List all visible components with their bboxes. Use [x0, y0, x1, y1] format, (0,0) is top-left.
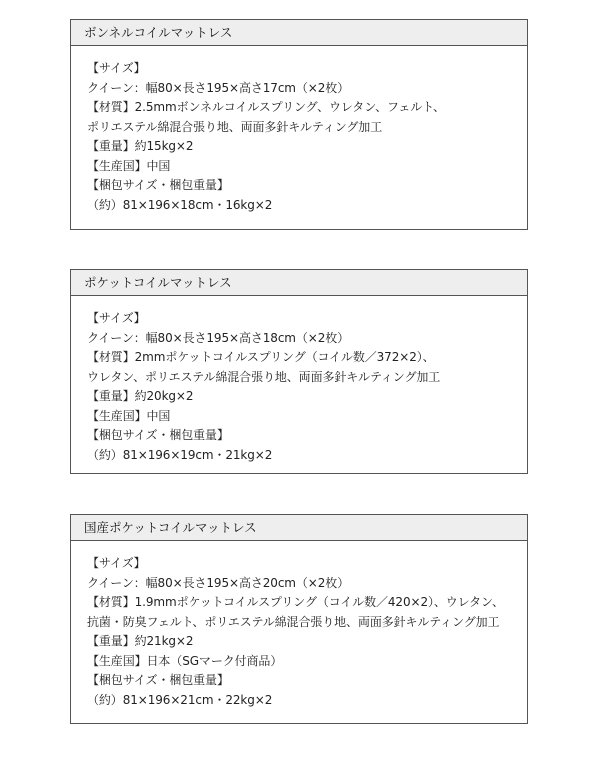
spec-line-size: クイーン：幅80×長さ195×高さ18cm（×2枚） [87, 330, 350, 345]
spec-line-weight: 【重量】約20kg×2 [87, 389, 194, 403]
spec-line-package-heading: 【梱包サイズ・梱包重量】 [87, 428, 229, 442]
spec-line-weight: 【重量】約15kg×2 [87, 139, 194, 153]
spec-line-package-heading: 【梱包サイズ・梱包重量】 [87, 673, 229, 687]
spec-line-origin: 【生産国】日本（SGマーク付商品） [87, 653, 283, 668]
spec-line-package: （約）81×196×18cm・16kg×2 [87, 197, 273, 212]
spec-title: ボンネルコイルマットレス [71, 20, 527, 46]
spec-body [71, 541, 527, 710]
spec-line-size: クイーン：幅80×長さ195×高さ17cm（×2枚） [87, 80, 350, 95]
spec-line-origin: 【生産国】中国 [87, 158, 171, 173]
spec-box-bonnell-coil [70, 19, 528, 230]
spec-line-size: クイーン：幅80×長さ195×高さ20cm（×2枚） [87, 575, 350, 590]
spec-line-size-heading: 【サイズ】 [87, 311, 146, 325]
spec-line-size-heading: 【サイズ】 [87, 556, 146, 570]
spec-box-pocket-coil [70, 269, 528, 474]
spec-body [71, 46, 527, 215]
spec-line-package: （約）81×196×19cm・21kg×2 [87, 447, 273, 462]
spec-line-size-heading: 【サイズ】 [87, 61, 146, 75]
spec-title: 国産ポケットコイルマットレス [71, 515, 527, 541]
spec-line-material: 【材質】2.5mmボンネルコイルスプリング、ウレタン、フェルト、 [87, 100, 445, 114]
spec-line-material-cont: ポリエステル綿混合張り地、両面多針キルティング加工 [87, 119, 383, 134]
spec-line-material-cont: 抗菌・防臭フェルト、ポリエステル綿混合張り地、両面多針キルティング加工 [87, 614, 500, 629]
spec-body [71, 296, 527, 465]
spec-line-material: 【材質】1.9mmポケットコイルスプリング（コイル数／420×2）、ウレタン、 [87, 595, 504, 609]
spec-line-weight: 【重量】約21kg×2 [87, 634, 194, 648]
spec-title: ポケットコイルマットレス [71, 270, 527, 296]
spec-line-material: 【材質】2mmポケットコイルスプリング（コイル数／372×2）、 [87, 350, 435, 364]
spec-line-origin: 【生産国】中国 [87, 408, 171, 423]
spec-line-package-heading: 【梱包サイズ・梱包重量】 [87, 178, 229, 192]
spec-box-domestic-pocket-coil [70, 514, 528, 724]
spec-line-package: （約）81×196×21cm・22kg×2 [87, 692, 273, 707]
spec-line-material-cont: ウレタン、ポリエステル綿混合張り地、両面多針キルティング加工 [87, 369, 441, 384]
